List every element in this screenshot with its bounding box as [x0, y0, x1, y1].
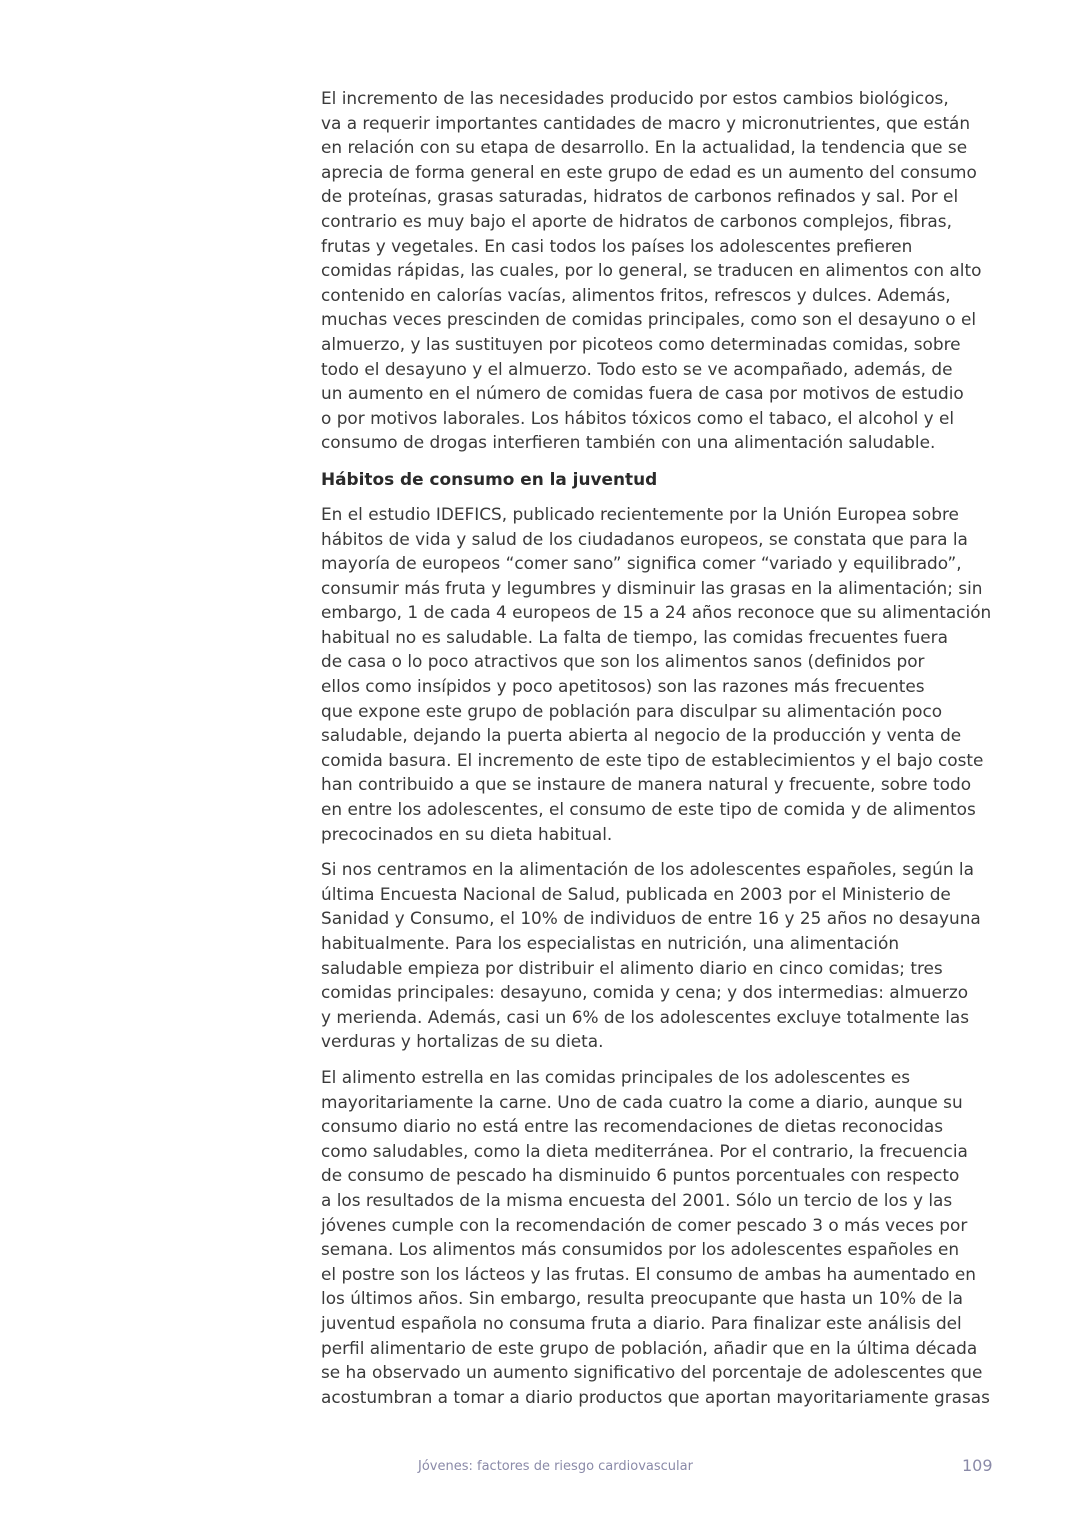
text-line: consumir más fruta y legumbres y disminuir las grasas en la alimentación; sin — [321, 577, 983, 598]
text-line: muchas veces prescinden de comidas principales, como son el desayuno o el — [321, 309, 977, 330]
text-line: se ha observado un aumento significativo del porcentaje de adolescentes que — [321, 1362, 983, 1383]
text-line: el postre son los lácteos y las frutas. El consumo de ambas ha aumentado en — [321, 1263, 976, 1284]
text-line: en relación con su etapa de desarrollo. En la actualidad, la tendencia que se — [321, 137, 968, 158]
text-line: consumo diario no está entre las recomendaciones de dietas reconocidas — [321, 1116, 943, 1137]
text-line: todo el desayuno y el almuerzo. Todo esto se ve acompañado, además, de — [321, 358, 953, 379]
text-line: de consumo de pescado ha disminuido 6 puntos porcentuales con respecto — [321, 1165, 960, 1186]
text-line: aprecia de forma general en este grupo de edad es un aumento del consumo — [321, 161, 977, 182]
text-line: frutas y vegetales. En casi todos los países los adolescentes prefieren — [321, 235, 913, 256]
text-line: va a requerir importantes cantidades de macro y micronutrientes, que están — [321, 112, 971, 133]
text-line: los últimos años. Sin embargo, resulta preocupante que hasta un 10% de la — [321, 1288, 963, 1309]
text-line: El alimento estrella en las comidas principales de los adolescentes es — [321, 1066, 911, 1087]
text-line: embargo, 1 de cada 4 europeos de 15 a 24 años reconoce que su alimentación — [321, 602, 992, 623]
section-heading: Hábitos de consumo en la juventud — [321, 468, 658, 489]
text-line: jóvenes cumple con la recomendación de comer pescado 3 o más veces por — [321, 1214, 968, 1235]
text-line: ellos como insípidos y poco apetitosos) son las razones más frecuentes — [321, 676, 925, 697]
text-line: semana. Los alimentos más consumidos por los adolescentes españoles en — [321, 1239, 960, 1260]
text-line: hábitos de vida y salud de los ciudadanos europeos, se constata que para la — [321, 528, 968, 549]
text-line: o por motivos laborales. Los hábitos tóxicos como el tabaco, el alcohol y el — [321, 407, 955, 428]
text-line: de casa o lo poco atractivos que son los alimentos sanos (definidos por — [321, 651, 925, 672]
text-line: comida basura. El incremento de este tipo de establecimientos y el bajo coste — [321, 749, 984, 770]
text-line: acostumbran a tomar a diario productos que aportan mayoritariamente grasas — [321, 1386, 990, 1407]
text-line: comidas rápidas, las cuales, por lo general, se traducen en alimentos con alto — [321, 260, 982, 281]
text-line: habitual no es saludable. La falta de tiempo, las comidas frecuentes fuera — [321, 626, 948, 647]
text-line: juventud española no consuma fruta a diario. Para finalizar este análisis del — [321, 1312, 962, 1333]
text-column — [321, 86, 993, 1420]
text-line: saludable empieza por distribuir el alimento diario en cinco comidas; tres — [321, 957, 943, 978]
intro-paragraph — [321, 86, 993, 455]
text-line: comidas principales: desayuno, comida y cena; y dos intermedias: almuerzo — [321, 982, 969, 1003]
running-footer-title: Jóvenes: factores de riesgo cardiovascular — [418, 1459, 693, 1474]
text-line: perfil alimentario de este grupo de población, añadir que en la última década — [321, 1337, 978, 1358]
text-line: En el estudio IDEFICS, publicado recientemente por la Unión Europea sobre — [321, 503, 959, 524]
text-line: de proteínas, grasas saturadas, hidratos de carbonos refinados y sal. Por el — [321, 186, 959, 207]
text-line: han contribuido a que se instaure de manera natural y frecuente, sobre todo — [321, 774, 972, 795]
text-line: El incremento de las necesidades producido por estos cambios biológicos, — [321, 88, 949, 108]
idefics-paragraph — [321, 502, 993, 846]
text-line: saludable, dejando la puerta abierta al negocio de la producción y venta de — [321, 725, 962, 746]
text-line: habitualmente. Para los especialistas en nutrición, una alimentación — [321, 933, 900, 953]
text-line: contrario es muy bajo el aporte de hidratos de carbonos complejos, fibras, — [321, 210, 952, 231]
text-line: a los resultados de la misma encuesta del 2001. Sólo un tercio de los y las — [321, 1189, 953, 1210]
text-line: un aumento en el número de comidas fuera de casa por motivos de estudio — [321, 383, 964, 404]
text-line: contenido en calorías vacías, alimentos fritos, refrescos y dulces. Además, — [321, 284, 951, 305]
text-line: mayoría de europeos “comer sano” significa comer “variado y equilibrado”, — [321, 553, 962, 574]
text-line: y merienda. Además, casi un 6% de los adolescentes excluye totalmente las — [321, 1006, 970, 1027]
text-line: Sanidad y Consumo, el 10% de individuos de entre 16 y 25 años no desayuna — [321, 908, 981, 929]
text-line: verduras y hortalizas de su dieta. — [321, 1031, 604, 1052]
text-line: consumo de drogas interfieren también con una alimentación saludable. — [321, 432, 936, 453]
text-line: Si nos centramos en la alimentación de los adolescentes españoles, según la — [321, 859, 974, 880]
text-line: precocinados en su dieta habitual. — [321, 823, 613, 844]
page-number: 109 — [962, 1456, 993, 1475]
text-line: última Encuesta Nacional de Salud, publicada en 2003 por el Ministerio de — [321, 883, 951, 904]
survey-paragraph — [321, 857, 993, 1054]
text-line: almuerzo, y las sustituyen por picoteos como determinadas comidas, sobre — [321, 333, 961, 354]
food-paragraph — [321, 1065, 993, 1409]
text-line: como saludables, como la dieta mediterránea. Por el contrario, la frecuencia — [321, 1140, 968, 1161]
text-line: en entre los adolescentes, el consumo de este tipo de comida y de alimentos — [321, 799, 976, 820]
text-line: que expone este grupo de población para disculpar su alimentación poco — [321, 700, 943, 721]
text-line: mayoritariamente la carne. Uno de cada cuatro la come a diario, aunque su — [321, 1091, 963, 1112]
